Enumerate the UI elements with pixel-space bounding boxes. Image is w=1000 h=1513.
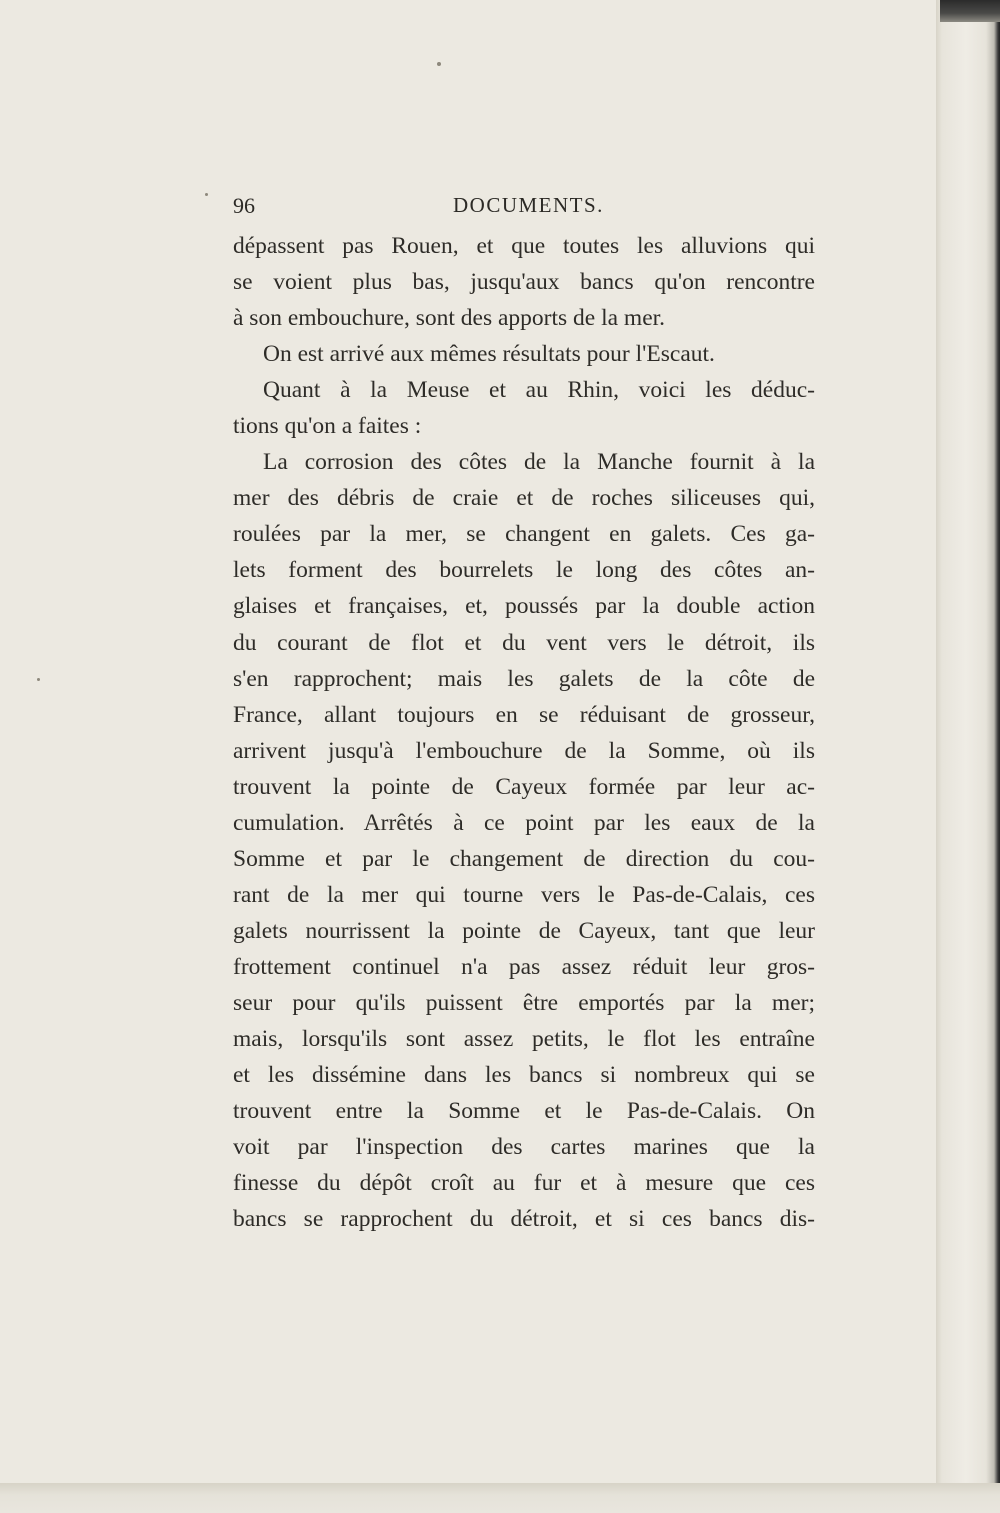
text-line: lets forment des bourrelets le long des côtes an- — [233, 557, 815, 584]
text-line: bancs se rapprochent du détroit, et si ces bancs dis- — [233, 1206, 815, 1233]
text-line: à son embouchure, sont des apports de la mer. — [233, 305, 666, 332]
paper-speck — [205, 193, 208, 196]
text-line: frottement continuel n'a pas assez réduit leur gros- — [233, 953, 815, 980]
text-line: cumulation. Arrêtés à ce point par les eaux de la — [233, 809, 815, 836]
text-line: galets nourrissent la pointe de Cayeux, tant que leur — [233, 917, 815, 944]
text-line: On est arrivé aux mêmes résultats pour l'Escaut. — [263, 341, 715, 368]
text-line: rant de la mer qui tourne vers le Pas-de-Calais, ces — [233, 881, 815, 908]
text-line: La corrosion des côtes de la Manche fournit à la — [263, 449, 815, 476]
text-line: roulées par la mer, se changent en galets. Ces ga- — [233, 521, 815, 548]
page-number: 96 — [233, 193, 255, 218]
text-line: Quant à la Meuse et au Rhin, voici les déduc- — [263, 377, 815, 404]
text-line: glaises et françaises, et, poussés par la double action — [233, 593, 815, 620]
text-line: s'en rapprochent; mais les galets de la côte de — [233, 665, 815, 692]
paper-speck — [437, 62, 441, 66]
text-line: seur pour qu'ils puissent être emportés par la mer; — [233, 989, 815, 1016]
paper-speck — [37, 678, 40, 681]
text-line: du courant de flot et du vent vers le détroit, ils — [233, 629, 815, 656]
book-cover-corner — [940, 0, 1000, 22]
text-line: mais, lorsqu'ils sont assez petits, le flot les entraîne — [233, 1026, 815, 1053]
text-line: et les dissémine dans les bancs si nombreux qui se — [233, 1062, 815, 1089]
page-header — [233, 193, 815, 223]
page-bottom-edge — [0, 1483, 1000, 1513]
text-line: finesse du dépôt croît au fur et à mesure que ces — [233, 1170, 815, 1197]
text-line: voit par l'inspection des cartes marines que la — [233, 1134, 815, 1161]
book-edge — [936, 0, 1000, 1513]
running-head: DOCUMENTS. — [453, 193, 604, 217]
text-line: Somme et par le changement de direction du cou- — [233, 845, 815, 872]
text-line: France, allant toujours en se réduisant de grosseur, — [233, 701, 815, 728]
text-line: tions qu'on a faites : — [233, 413, 422, 440]
body-text — [233, 228, 815, 1237]
text-line: arrivent jusqu'à l'embouchure de la Somme, où ils — [233, 737, 815, 764]
text-line: trouvent entre la Somme et le Pas-de-Calais. On — [233, 1098, 815, 1125]
text-line: trouvent la pointe de Cayeux formée par leur ac- — [233, 773, 815, 800]
text-line: mer des débris de craie et de roches siliceuses qui, — [233, 485, 815, 512]
text-line: dépassent pas Rouen, et que toutes les alluvions qui — [233, 233, 815, 259]
text-line: se voient plus bas, jusqu'aux bancs qu'on rencontre — [233, 269, 815, 296]
